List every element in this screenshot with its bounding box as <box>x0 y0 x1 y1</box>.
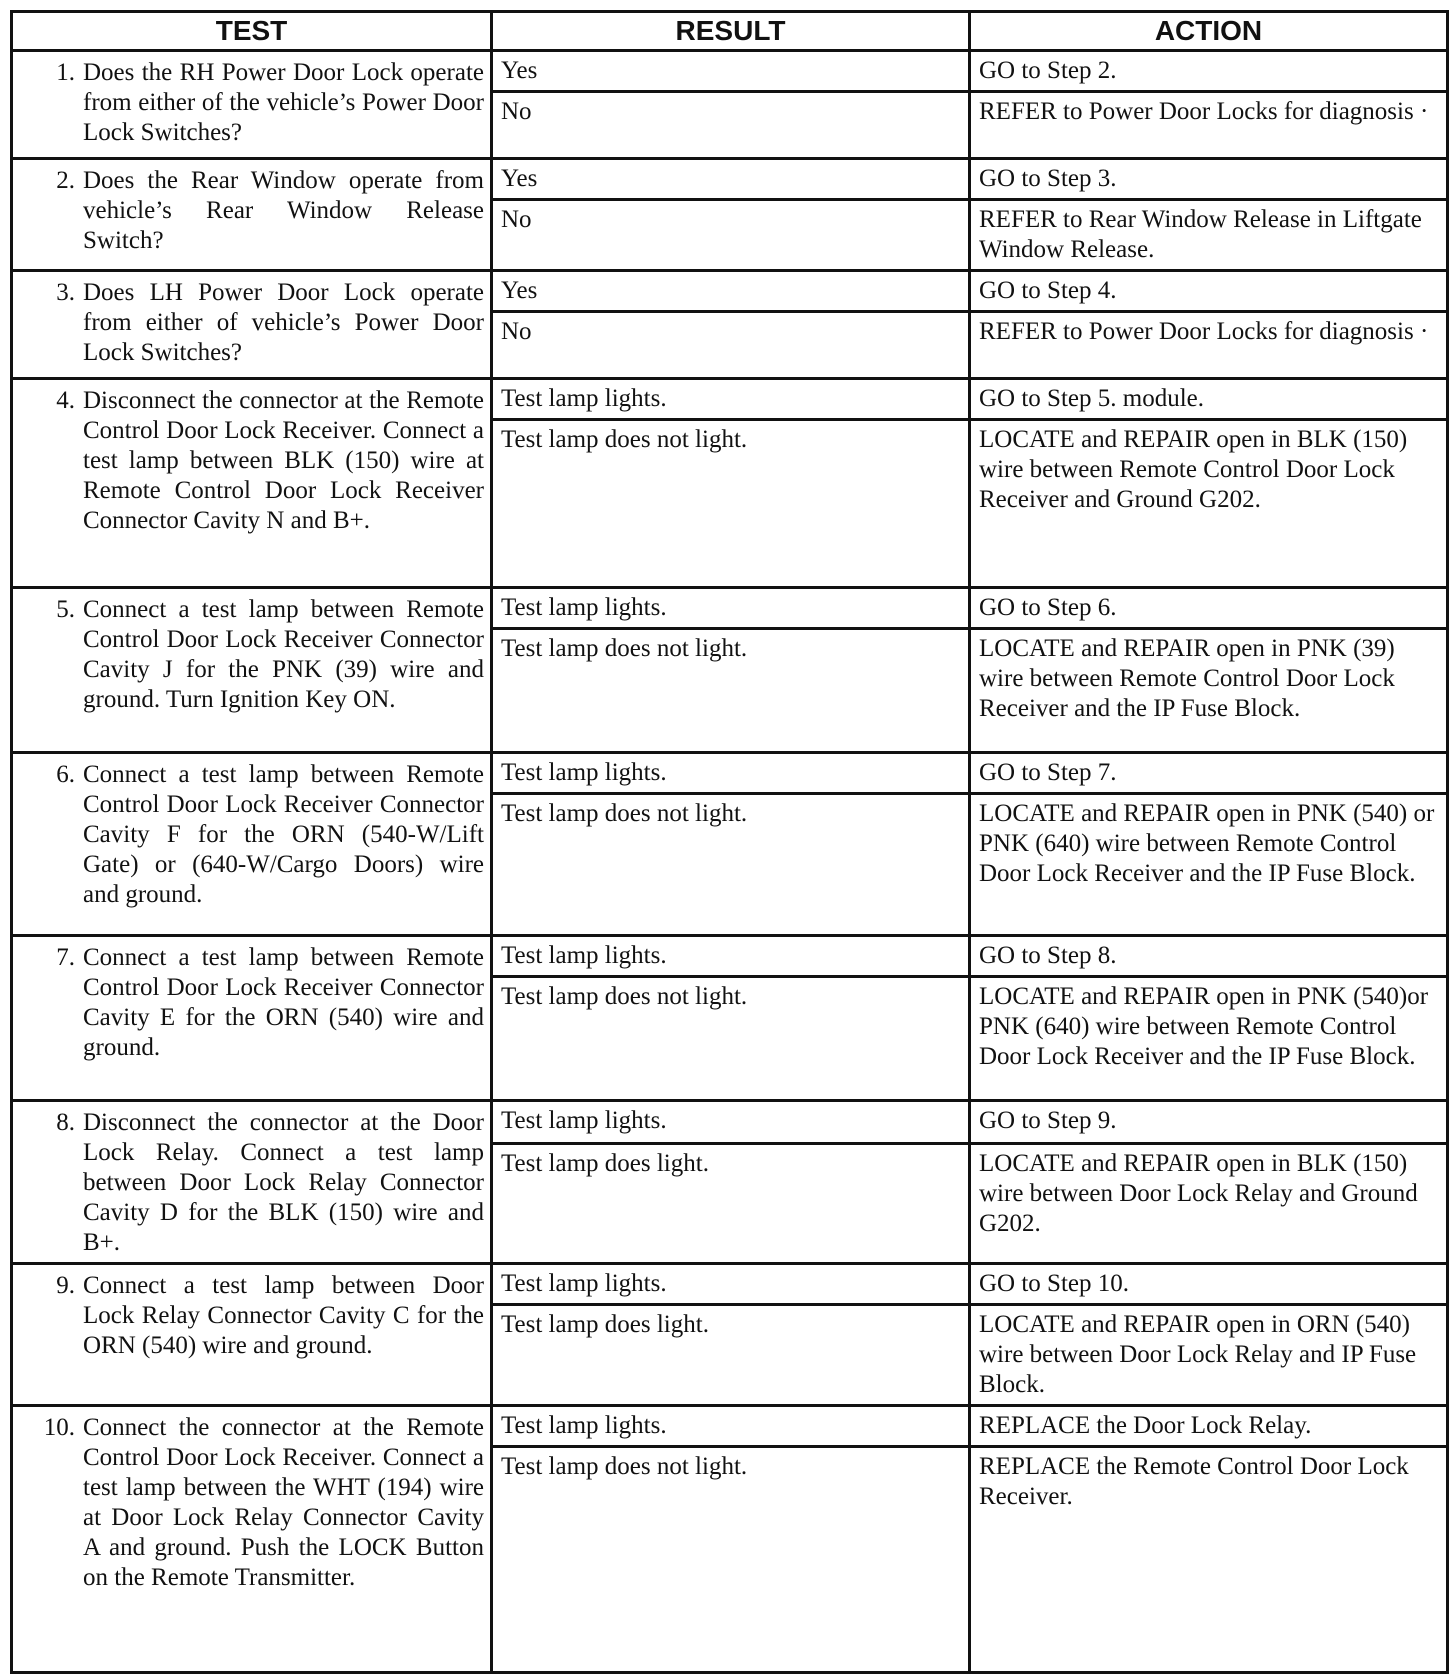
result-cell: No <box>492 312 970 379</box>
step-row <box>12 936 1448 977</box>
step-number: 10. <box>43 1414 75 1441</box>
header-row <box>12 12 1448 51</box>
test-cell <box>12 936 492 1101</box>
action-cell: GO to Step 7. <box>970 753 1448 794</box>
step-row <box>12 379 1448 420</box>
result-cell: Test lamp lights. <box>492 936 970 977</box>
step-row <box>12 271 1448 312</box>
test-text: Does LH Power Door Lock operate from either of vehicle’s Power Door Lock Switches? <box>83 279 484 366</box>
step-row <box>12 1264 1448 1305</box>
test-text: Does the Rear Window operate from vehicle’s Rear Window Release Switch? <box>83 167 484 254</box>
action-cell: LOCATE and REPAIR open in BLK (150) wire between Door Lock Relay and Ground G202. <box>970 1143 1448 1263</box>
result-cell: No <box>492 92 970 159</box>
diagnostic-table <box>10 10 1449 1674</box>
action-cell: LOCATE and REPAIR open in BLK (150) wire between Remote Control Door Lock Receiver and Ground G202. <box>970 420 1448 588</box>
step-row <box>12 51 1448 92</box>
action-cell: GO to Step 6. <box>970 588 1448 629</box>
result-cell: Test lamp lights. <box>492 588 970 629</box>
result-cell: Test lamp does light. <box>492 1305 970 1406</box>
step-row <box>12 753 1448 794</box>
result-cell: Test lamp does not light. <box>492 629 970 753</box>
result-cell: Test lamp does not light. <box>492 794 970 936</box>
result-cell: No <box>492 200 970 271</box>
step-number: 6. <box>56 761 75 788</box>
test-cell <box>12 588 492 753</box>
header-test: TEST <box>12 12 492 51</box>
test-text: Does the RH Power Door Lock operate from either of the vehicle’s Power Door Lock Switches? <box>83 59 484 146</box>
action-cell: GO to Step 10. <box>970 1264 1448 1305</box>
action-cell: GO to Step 2. <box>970 51 1448 92</box>
action-cell: REPLACE the Remote Control Door Lock Receiver. <box>970 1447 1448 1673</box>
action-cell: REFER to Power Door Locks for diagnosis · <box>970 312 1448 379</box>
result-cell: Test lamp does light. <box>492 1143 970 1263</box>
test-cell <box>12 271 492 379</box>
result-cell: Test lamp lights. <box>492 753 970 794</box>
step-number: 2. <box>56 167 75 194</box>
test-cell <box>12 1101 492 1264</box>
test-cell <box>12 51 492 159</box>
header-result: RESULT <box>492 12 970 51</box>
test-text: Connect a test lamp between Door Lock Relay Connector Cavity C for the ORN (540) wire and ground. <box>83 1272 484 1359</box>
action-cell: GO to Step 9. <box>970 1101 1448 1144</box>
result-cell: Test lamp does not light. <box>492 420 970 588</box>
action-cell: LOCATE and REPAIR open in ORN (540) wire between Door Lock Relay and IP Fuse Block. <box>970 1305 1448 1406</box>
result-cell: Yes <box>492 271 970 312</box>
test-cell <box>12 753 492 936</box>
test-cell <box>12 1264 492 1406</box>
result-cell: Yes <box>492 51 970 92</box>
result-cell: Test lamp lights. <box>492 1406 970 1447</box>
action-cell: REFER to Rear Window Release in Liftgate Window Release. <box>970 200 1448 271</box>
step-number: 5. <box>56 596 75 623</box>
test-cell <box>12 379 492 588</box>
test-text: Connect the connector at the Remote Control Door Lock Receiver. Connect a test lamp between the WHT (194) wire at Door Lock Relay Connector Cavity A and ground. Push the LOCK Button on the Remote Transmitter. <box>83 1414 484 1591</box>
action-cell: REFER to Power Door Locks for diagnosis · <box>970 92 1448 159</box>
action-cell: LOCATE and REPAIR open in PNK (39) wire between Remote Control Door Lock Receiver and the IP Fuse Block. <box>970 629 1448 753</box>
action-cell: GO to Step 4. <box>970 271 1448 312</box>
result-cell: Test lamp does not light. <box>492 1447 970 1673</box>
result-cell: Test lamp does not light. <box>492 977 970 1101</box>
step-row <box>12 159 1448 200</box>
step-number: 9. <box>56 1272 75 1299</box>
result-cell: Test lamp lights. <box>492 1264 970 1305</box>
action-cell: LOCATE and REPAIR open in PNK (540) or PNK (640) wire between Remote Control Door Lock Receiver and the IP Fuse Block. <box>970 794 1448 936</box>
test-cell <box>12 159 492 271</box>
action-cell: GO to Step 3. <box>970 159 1448 200</box>
step-number: 8. <box>56 1109 75 1136</box>
action-cell: LOCATE and REPAIR open in PNK (540)or PNK (640) wire between Remote Control Door Lock Receiver and the IP Fuse Block. <box>970 977 1448 1101</box>
action-cell: REPLACE the Door Lock Relay. <box>970 1406 1448 1447</box>
step-number: 1. <box>56 59 75 86</box>
action-cell: GO to Step 8. <box>970 936 1448 977</box>
step-number: 4. <box>56 387 75 414</box>
test-text: Disconnect the connector at the Remote Control Door Lock Receiver. Connect a test lamp between BLK (150) wire at Remote Control Door Lock Receiver Connector Cavity N and B+. <box>83 387 484 534</box>
step-row <box>12 1101 1448 1144</box>
result-cell: Test lamp lights. <box>492 1101 970 1144</box>
action-cell: GO to Step 5. module. <box>970 379 1448 420</box>
result-cell: Test lamp lights. <box>492 379 970 420</box>
test-text: Disconnect the connector at the Door Lock Relay. Connect a test lamp between Door Lock Relay Connector Cavity D for the BLK (150) wire and B+. <box>83 1109 484 1256</box>
step-row <box>12 588 1448 629</box>
header-action: ACTION <box>970 12 1448 51</box>
test-cell <box>12 1406 492 1673</box>
step-row <box>12 1406 1448 1447</box>
step-number: 3. <box>56 279 75 306</box>
step-number: 7. <box>56 944 75 971</box>
result-cell: Yes <box>492 159 970 200</box>
test-text: Connect a test lamp between Remote Control Door Lock Receiver Connector Cavity F for the ORN (540-W/Lift Gate) or (640-W/Cargo Doors) wire and ground. <box>83 761 484 908</box>
test-text: Connect a test lamp between Remote Control Door Lock Receiver Connector Cavity J for the PNK (39) wire and ground. Turn Ignition Key ON. <box>83 596 484 713</box>
test-text: Connect a test lamp between Remote Control Door Lock Receiver Connector Cavity E for the ORN (540) wire and ground. <box>83 944 484 1061</box>
